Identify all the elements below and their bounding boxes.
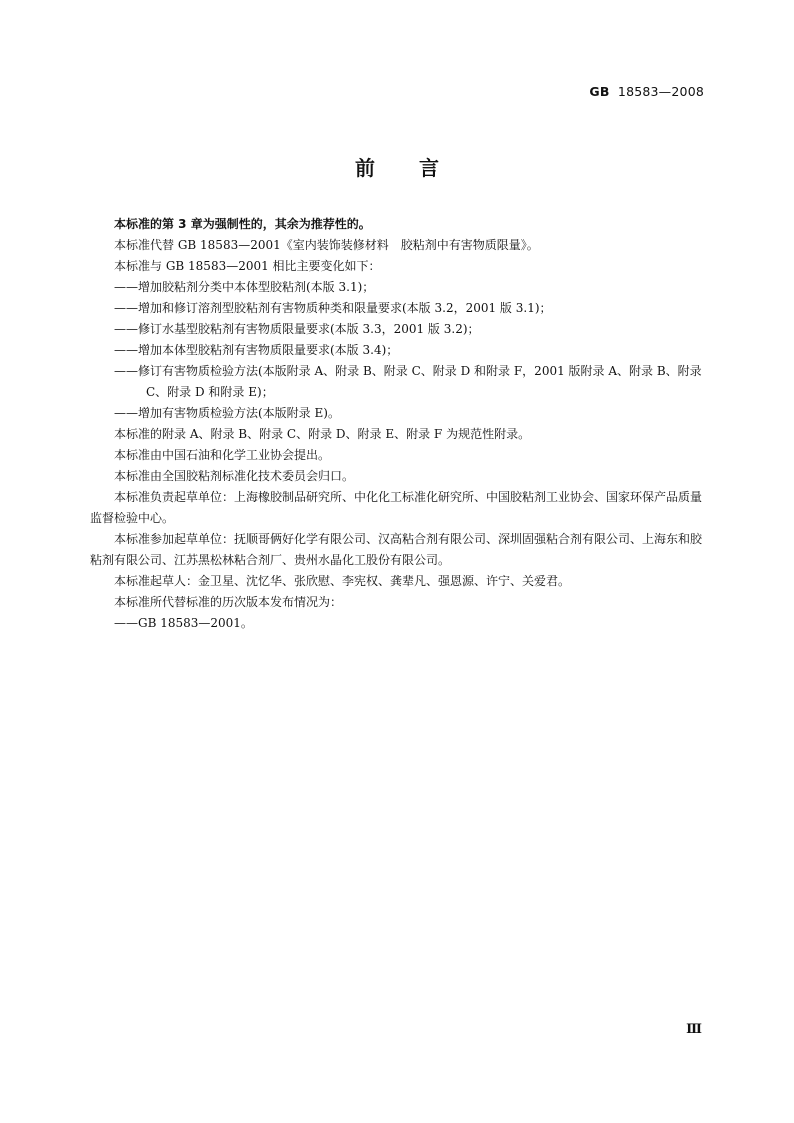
page-title: 前言 xyxy=(355,156,483,180)
paragraph-changes-intro: 本标准与 GB 18583—2001 相比主要变化如下： xyxy=(114,259,381,273)
change-item: ——修订有害物质检验方法(本版附录 A、附录 B、附录 C、附录 D 和附录 F，2001 版附录 A、附录 B、附录 C、附录 D 和附录 E)； xyxy=(114,364,702,399)
change-item: ——增加有害物质检验方法(本版附录 E)。 xyxy=(114,406,340,420)
paragraph-proposed-by: 本标准由中国石油和化学工业协会提出。 xyxy=(114,448,331,462)
standard-prefix: GB xyxy=(589,84,610,99)
standard-code: 18583—2008 xyxy=(617,84,704,99)
paragraph-drafting-units: 本标准负责起草单位：上海橡胶制品研究所、中化化工标准化研究所、中国胶粘剂工业协会、国家环保产品质量监督检验中心。 xyxy=(90,490,703,525)
paragraph-drafters: 本标准起草人：金卫星、沈忆华、张欣慰、李宪权、龚辈凡、强恩源、许宁、关爱君。 xyxy=(114,574,571,588)
paragraph-annexes: 本标准的附录 A、附录 B、附录 C、附录 D、附录 E、附录 F 为规范性附录。 xyxy=(114,427,531,441)
foreword-body xyxy=(90,214,708,634)
change-item: ——增加和修订溶剂型胶粘剂有害物质种类和限量要求(本版 3.2，2001 版 3.1)； xyxy=(114,301,552,315)
paragraph-mandatory-note: 本标准的第 3 章为强制性的，其余为推荐性的。 xyxy=(114,217,371,231)
page-number: Ⅲ xyxy=(686,1022,702,1037)
paragraph-replaces: 本标准代替 GB 18583—2001《室内装饰装修材料 胶粘剂中有害物质限量》。 xyxy=(114,238,539,252)
standard-number xyxy=(589,84,704,99)
change-item: ——增加胶粘剂分类中本体型胶粘剂(本版 3.1)； xyxy=(114,280,375,294)
paragraph-centralized-by: 本标准由全国胶粘剂标准化技术委员会归口。 xyxy=(114,469,355,483)
paragraph-participating-units: 本标准参加起草单位：抚顺哥俩好化学有限公司、汉高粘合剂有限公司、深圳固强粘合剂有限公司、上海东和胶粘剂有限公司、江苏黑松林粘合剂厂、贵州水晶化工股份有限公司。 xyxy=(90,532,703,567)
history-item: ——GB 18583—2001。 xyxy=(114,616,253,630)
paragraph-history-intro: 本标准所代替标准的历次版本发布情况为： xyxy=(114,595,343,609)
change-item: ——增加本体型胶粘剂有害物质限量要求(本版 3.4)； xyxy=(114,343,399,357)
change-item: ——修订水基型胶粘剂有害物质限量要求(本版 3.3，2001 版 3.2)； xyxy=(114,322,480,336)
